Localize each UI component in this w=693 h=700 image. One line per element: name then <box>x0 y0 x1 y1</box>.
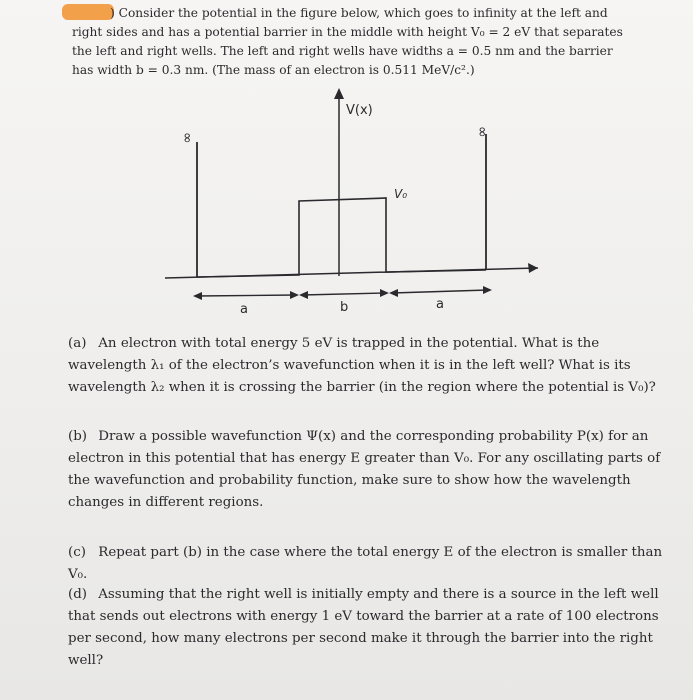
problem-number-highlight <box>62 4 114 20</box>
width-label-a-right: a <box>436 297 444 312</box>
question-d-text: Assuming that the right well is initially empty and there is a source in the left well that sends out electrons with energy 1 eV toward the barrier at a rate of 100 electrons per second, how many electrons per second make it through the barrier into the right well? <box>68 587 659 668</box>
arrowhead-a-left-end <box>290 291 299 299</box>
question-b <box>68 426 678 514</box>
question-b-label: (b) <box>68 429 88 444</box>
width-label-b: b <box>340 300 349 315</box>
question-a <box>68 333 678 399</box>
width-arrow-a-right <box>392 290 488 293</box>
question-c-text: Repeat part (b) in the case where the total energy E of the electron is smaller than V₀. <box>68 545 663 582</box>
question-a-text: An electron with total energy 5 eV is trapped in the potential. What is the wavelength λ₁ of the electron’s wavefunction when it is in the left well? What is its wavelength λ₂ when it is crossing the barrier (in the region where the potential is V₀)? <box>68 336 656 395</box>
arrowhead-a-left-start <box>193 292 202 300</box>
arrowhead-b-start <box>299 291 308 299</box>
width-arrow-a-left <box>196 295 296 296</box>
problem-number-paren: ) <box>110 6 115 20</box>
left-infinity-symbol: ∞ <box>179 132 195 144</box>
intro-text: Consider the potential in the figure below, which goes to infinity at the left and right sides and has a potential barrier in the middle with height V₀ = 2 eV that separates the left and right wells. The left and right wells have widths a = 0.5 nm and the barrier has width b = 0.3 nm. (The mass of an electron is 0.511 MeV/c².) <box>72 6 623 77</box>
potential-figure <box>0 84 693 334</box>
question-d-label: (d) <box>68 587 88 602</box>
problem-intro <box>72 4 632 80</box>
question-b-text: Draw a possible wavefunction Ψ(x) and the corresponding probability P(x) for an electron in this potential that has energy E greater than V₀. For any oscillating parts of the wavefunction and probability function, make sure to show how the wavelength changes in different regions. <box>68 429 661 510</box>
arrowhead-b-end <box>380 289 389 297</box>
right-infinity-symbol: ∞ <box>474 126 490 138</box>
question-c <box>68 542 678 586</box>
width-label-a-left: a <box>240 302 248 317</box>
barrier-height-label: V₀ <box>394 187 408 201</box>
question-c-label: (c) <box>68 545 86 560</box>
arrowhead-a-right-end <box>483 286 492 294</box>
axis-label-vx: V(x) <box>346 103 373 118</box>
potential-diagram <box>0 84 693 334</box>
x-axis-arrowhead <box>528 263 538 273</box>
question-a-label: (a) <box>68 336 87 351</box>
width-arrow-b <box>302 293 386 295</box>
arrowhead-a-right-start <box>389 289 398 297</box>
potential-profile <box>197 198 486 277</box>
y-axis-arrowhead <box>334 88 344 99</box>
question-d <box>68 584 678 672</box>
